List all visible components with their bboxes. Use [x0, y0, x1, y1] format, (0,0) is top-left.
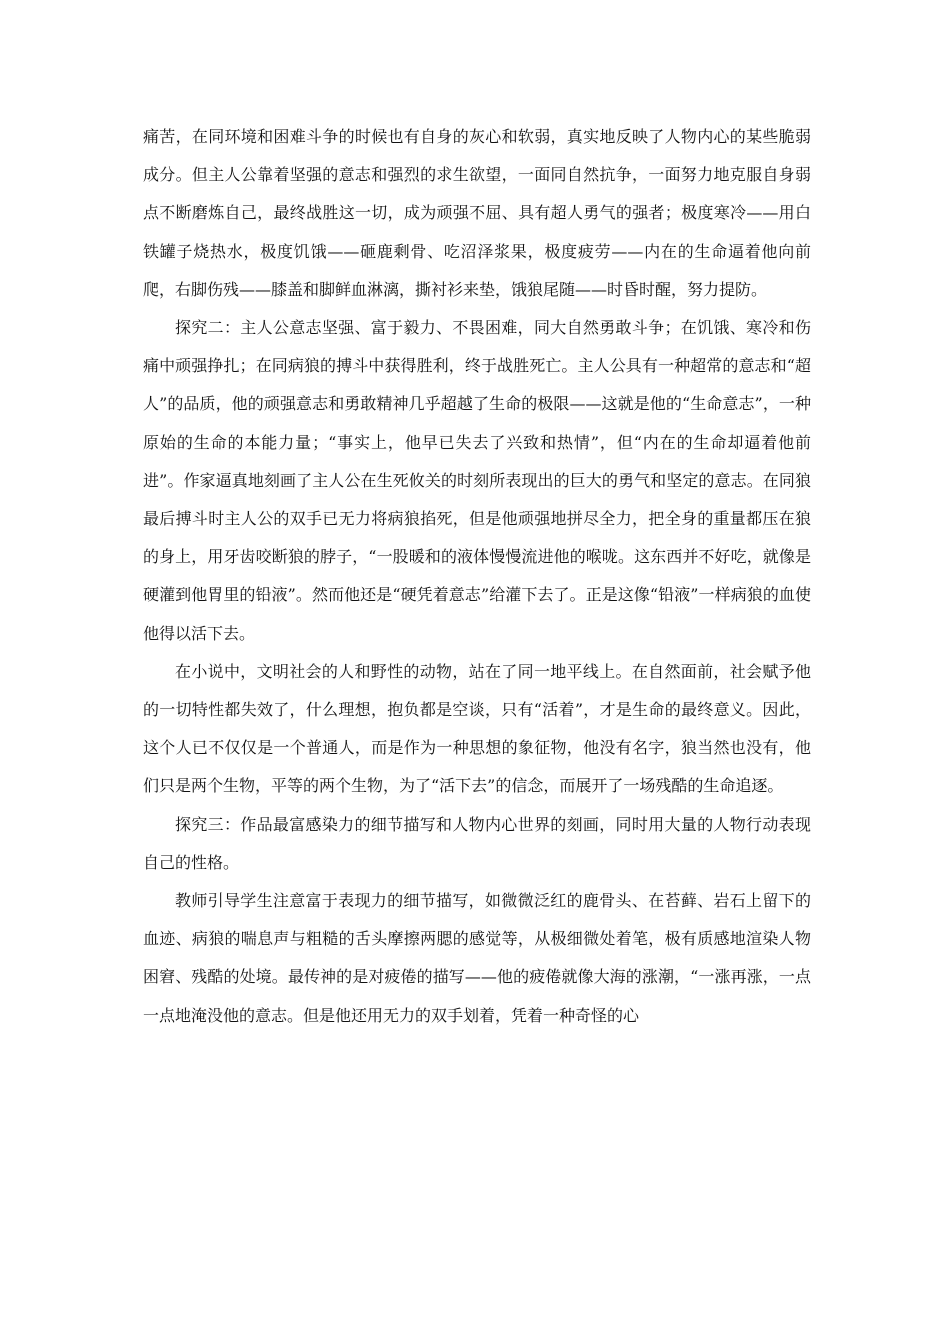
paragraph-teacher-guidance: 教师引导学生注意富于表现力的细节描写，如微微泛红的鹿骨头、在苔藓、岩石上留下的血迹、病狼的喘息声与粗糙的舌头摩擦两腮的感觉等，从极细微处着笔，极有质感地渲染人物困窘、残酷的处境。最传神的是对疲倦的描写——他的疲倦就像大海的涨潮，“一涨再涨，一点一点地淹没他的意志。但是他还用无力的双手划着，凭着一种奇怪的心	[143, 891, 811, 1025]
document-body	[143, 118, 811, 1035]
paragraph-inquiry-two: 探究二：主人公意志坚强、富于毅力、不畏困难，同大自然勇敢斗争；在饥饿、寒冷和伤痛中顽强挣扎；在同病狼的搏斗中获得胜利，终于战胜死亡。主人公具有一种超常的意志和“超人”的品质，他的顽强意志和勇敢精神几乎超越了生命的极限——这就是他的“生命意志”，一种原始的生命的本能力量；“事实上，他早已失去了兴致和热情”，但“内在的生命却逼着他前进”。作家逼真地刻画了主人公在生死攸关的时刻所表现出的巨大的勇气和坚定的意志。在同狼最后搏斗时主人公的双手已无力将病狼掐死，但是他顽强地拼尽全力，把全身的重量都压在狼的身上，用牙齿咬断狼的脖子，“一股暖和的液体慢慢流进他的喉咙。这东西并不好吃，就像是硬灌到他胃里的铅液”。然而他还是“硬凭着意志”给灌下去了。正是这像“铅液”一样病狼的血使他得以活下去。	[143, 318, 811, 643]
paragraph-inquiry-three: 探究三：作品最富感染力的细节描写和人物内心世界的刻画，同时用大量的人物行动表现自己的性格。	[143, 814, 811, 872]
paragraph-novel-analysis: 在小说中，文明社会的人和野性的动物，站在了同一地平线上。在自然面前，社会赋予他的一切特性都失效了，什么理想，抱负都是空谈，只有“活着”，才是生命的最终意义。因此，这个人已不仅仅是一个普通人，而是作为一种思想的象征物，他没有名字，狼当然也没有，他们只是两个生物，平等的两个生物，为了“活下去”的信念，而展开了一场残酷的生命追逐。	[143, 661, 811, 796]
paragraph-continuation: 痛苦，在同环境和困难斗争的时候也有自身的灰心和软弱，真实地反映了人物内心的某些脆弱成分。但主人公靠着坚强的意志和强烈的求生欲望，一面同自然抗争，一面努力地克服自身弱点不断磨炼自己，最终战胜这一切，成为顽强不屈、具有超人勇气的强者；极度寒冷——用白铁罐子烧热水，极度饥饿——砸鹿剩骨、吃沼泽浆果，极度疲劳——内在的生命逼着他向前爬，右脚伤残——膝盖和脚鲜血淋漓，撕衬衫来垫，饿狼尾随——时昏时醒，努力提防。	[143, 127, 811, 299]
